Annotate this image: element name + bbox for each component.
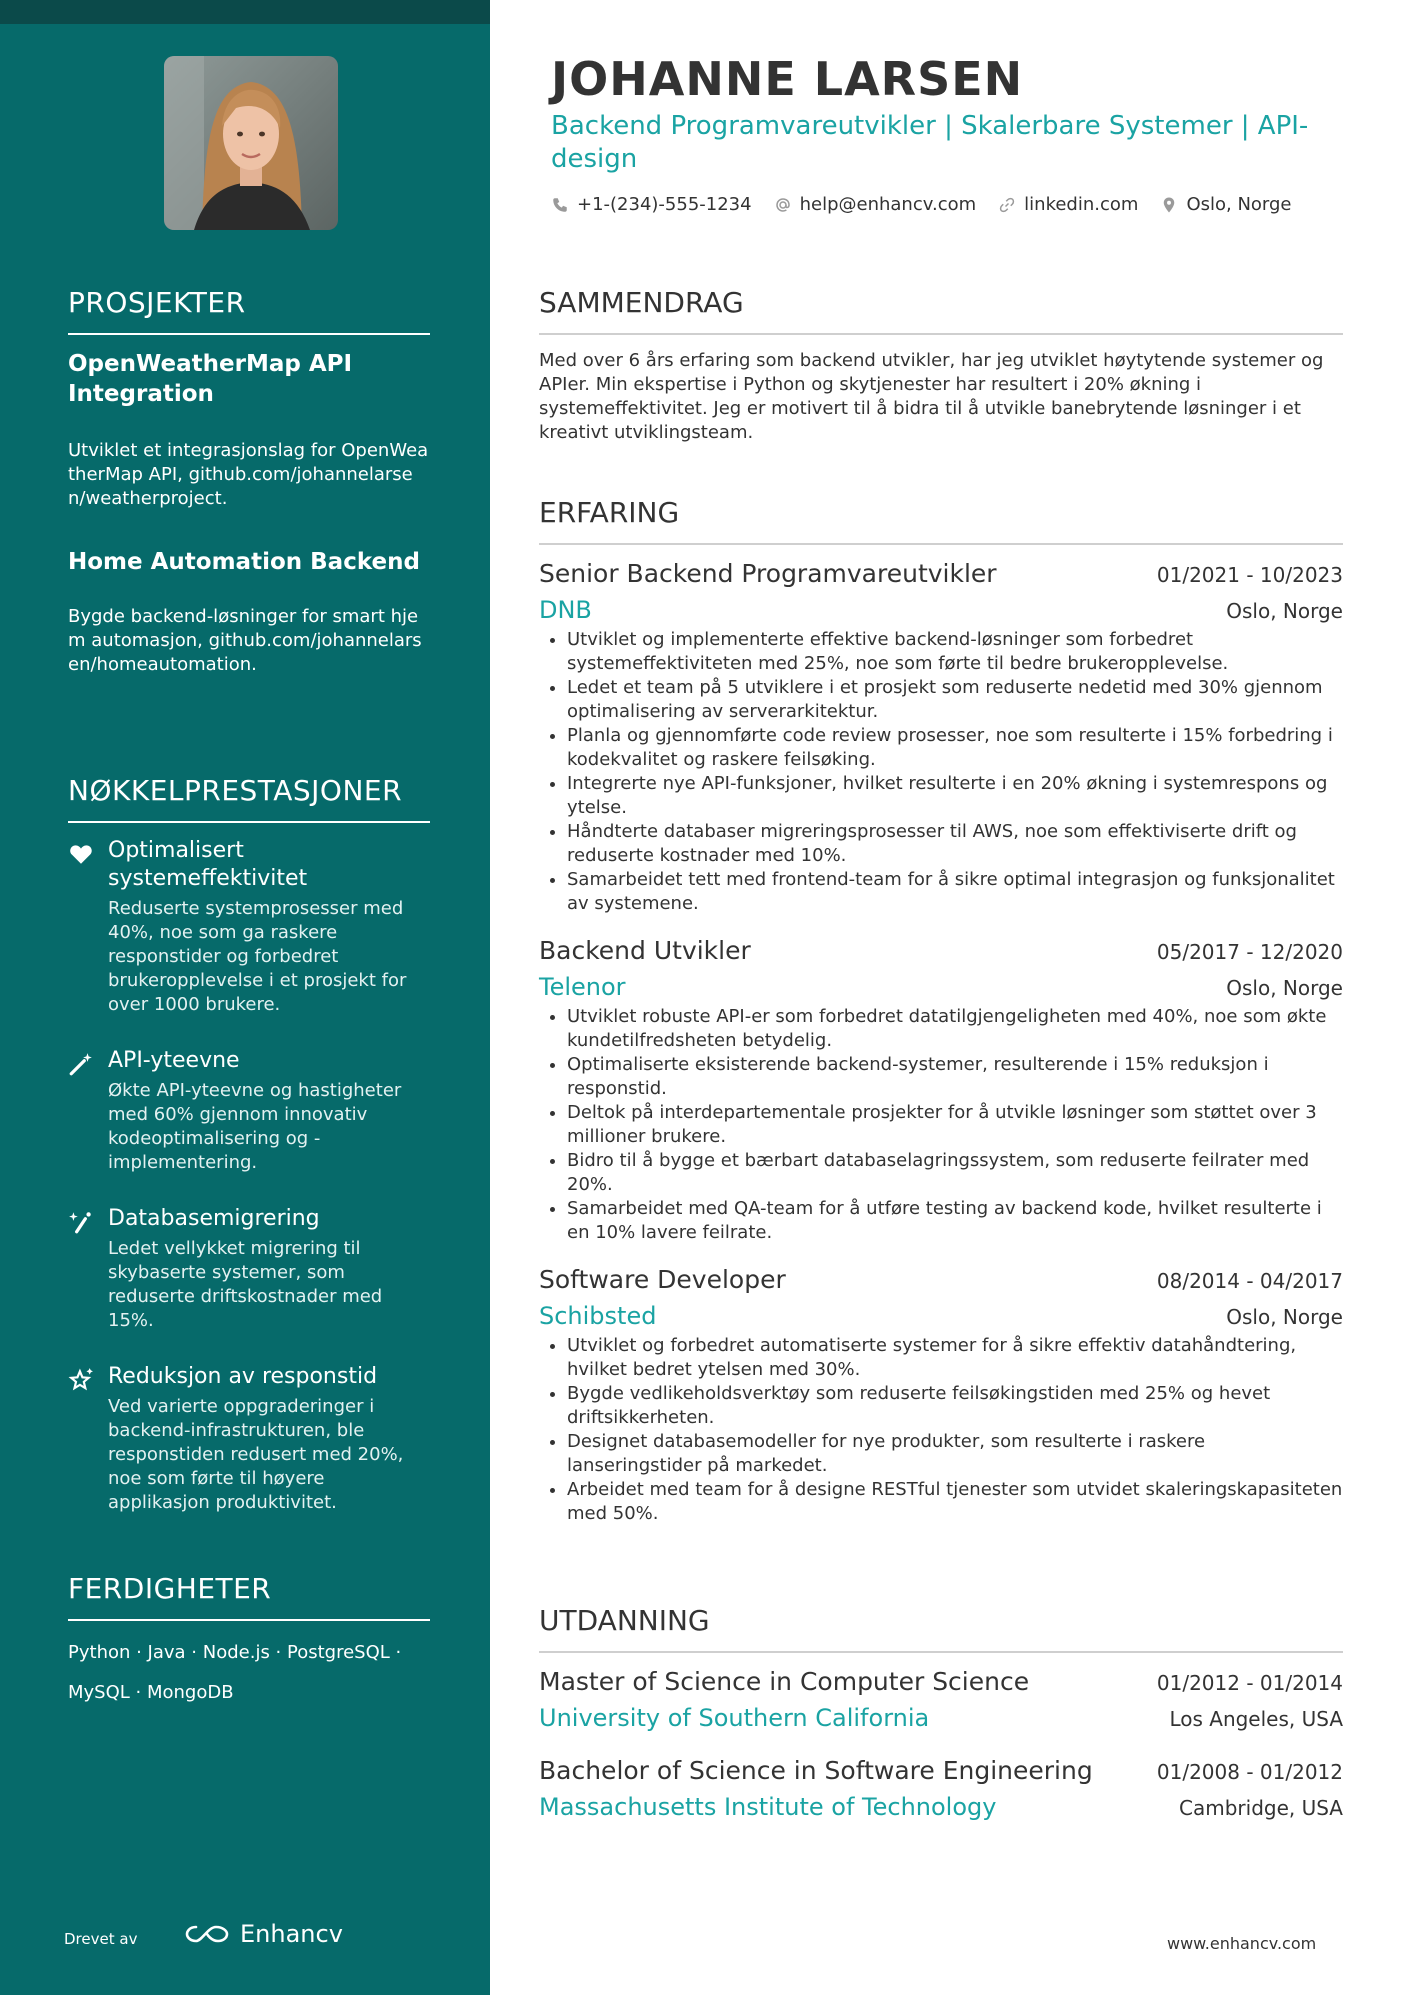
- infinity-logo-icon: [184, 1923, 230, 1945]
- link-icon: [998, 196, 1016, 214]
- contact-location: [1160, 194, 1291, 215]
- candidate-name: JOHANNE LARSEN: [551, 52, 1024, 106]
- achievement-title: Databasemigrering: [108, 1206, 320, 1231]
- magic-wand-icon: [68, 1051, 94, 1077]
- achievements-section: [68, 774, 430, 1545]
- job-bullet: • Ledet et team på 5 utviklere i et prosjekt som reduserte nedetid med 30% gjennom optimalisering av serverarkitektur.: [567, 676, 1343, 724]
- skills-heading: FERDIGHETER: [68, 1572, 430, 1621]
- job-location: Oslo, Norge: [1226, 976, 1343, 1000]
- contact-text: linkedin.com: [1024, 194, 1139, 215]
- job-bullet: • Samarbeidet med QA-team for å utføre testing av backend kode, hvilket resulterte i en 10% lavere feilrate.: [567, 1197, 1343, 1245]
- contact-email[interactable]: [774, 194, 977, 215]
- contact-text: Oslo, Norge: [1186, 194, 1292, 215]
- summary-text: Med over 6 års erfaring som backend utvikler, har jeg utviklet høytytende systemer og APIer. Min ekspertise i Python og skytjenester har resultert i 20% økning i systemeffektivitet. Jeg er motivert til å bidra til å utvikle banebrytende løsninger i et kreativt utviklingsteam.: [539, 350, 1324, 443]
- experience-heading: ERFARING: [539, 496, 1343, 545]
- job-entry: [539, 1265, 1343, 1526]
- projects-section: [68, 286, 430, 703]
- job-dates: 08/2014 - 04/2017: [1156, 1269, 1343, 1293]
- achievement-description: Økte API-yteevne og hastigheter med 60% gjennom innovativ kodeoptimalisering og -implementering.: [108, 1080, 402, 1173]
- job-bullet: • Utviklet og implementerte effektive backend-løsninger som forbedret systemeffektiviteten med 25%, noe som førte til bedre brukeropplevelse.: [567, 628, 1343, 676]
- job-bullet: • Håndterte databaser migreringsprosesser til AWS, noe som effektiviserte drift og reduserte kostnader med 10%.: [567, 820, 1343, 868]
- candidate-tagline: Backend Programvareutvikler | Skalerbare Systemer | API-design: [551, 111, 1309, 174]
- achievement-description: Reduserte systemprosesser med 40%, noe som ga raskere responstider og forbedret brukeropplevelse i et prosjekt for over 1000 brukere.: [108, 898, 407, 1015]
- profile-photo: [164, 56, 338, 230]
- achievement-item: [68, 1047, 430, 1175]
- job-title: Software Developer: [539, 1265, 786, 1294]
- achievement-title: Optimalisert systemeffektivitet: [108, 838, 308, 891]
- job-bullet: • Integrerte nye API-funksjoner, hvilket resulterte i en 20% økning i systemrespons og ytelse.: [567, 772, 1343, 820]
- skills-line: MySQL · MongoDB: [68, 1682, 234, 1703]
- skills-section: [68, 1572, 430, 1713]
- contact-phone[interactable]: [551, 194, 752, 215]
- projects-heading: PROSJEKTER: [68, 286, 430, 335]
- education-heading: UTDANNING: [539, 1604, 1343, 1653]
- achievement-title: API-yteevne: [108, 1048, 240, 1073]
- achievement-title: Reduksjon av responstid: [108, 1364, 378, 1389]
- sidebar: [0, 0, 490, 1995]
- job-location: Oslo, Norge: [1226, 599, 1343, 623]
- job-location: Oslo, Norge: [1226, 1305, 1343, 1329]
- project-description: Bygde backend-løsninger for smart hjem automasjon, github.com/johannelarsen/homeautomation.: [68, 606, 422, 675]
- heart-icon: [68, 841, 94, 867]
- at-icon: [774, 196, 792, 214]
- contact-linkedin[interactable]: [998, 194, 1138, 215]
- job-bullet: • Utviklet og forbedret automatiserte systemer for å sikre effektiv datahåndtering, hvilket bedret ytelsen med 30%.: [567, 1334, 1343, 1382]
- phone-icon: [551, 196, 569, 214]
- education-entry: [539, 1667, 1343, 1732]
- job-bullet: • Bygde vedlikeholdsverktøy som reduserte feilsøkingstiden med 25% og hevet driftsikkerheten.: [567, 1382, 1343, 1430]
- job-bullet: • Planla og gjennomførte code review prosesser, noe som resulterte i 15% forbedring i kodekvalitet og raskere feilsøking.: [567, 724, 1343, 772]
- education-entry: [539, 1756, 1343, 1821]
- achievement-item: [68, 837, 430, 1017]
- sidebar-top-band: [0, 0, 490, 24]
- education-location: Cambridge, USA: [1179, 1796, 1343, 1820]
- contact-list: [551, 194, 1331, 215]
- school-name: University of Southern California: [539, 1704, 930, 1732]
- company-name: Telenor: [539, 973, 626, 1001]
- job-entry: [539, 936, 1343, 1245]
- education-dates: 01/2012 - 01/2014: [1156, 1671, 1343, 1695]
- project-title: OpenWeatherMap API Integration: [68, 351, 353, 407]
- footer-url[interactable]: www.enhancv.com: [1167, 1934, 1317, 1953]
- company-name: Schibsted: [539, 1302, 657, 1330]
- experience-section: [539, 496, 1343, 1526]
- job-dates: 01/2021 - 10/2023: [1156, 563, 1343, 587]
- summary-section: [539, 286, 1343, 445]
- contact-text: +1-(234)-555-1234: [577, 194, 752, 215]
- education-section: [539, 1604, 1343, 1821]
- education-location: Los Angeles, USA: [1169, 1707, 1343, 1731]
- brand-logo[interactable]: [184, 1920, 343, 1948]
- school-name: Massachusetts Institute of Technology: [539, 1793, 997, 1821]
- location-icon: [1160, 196, 1178, 214]
- achievement-description: Ved varierte oppgraderinger i backend-infrastrukturen, ble responstiden redusert med 20%, noe som førte til høyere applikasjon produktivitet.: [108, 1396, 404, 1513]
- summary-heading: SAMMENDRAG: [539, 286, 1343, 335]
- achievement-item: [68, 1205, 430, 1333]
- job-bullet: • Designet databasemodeller for nye produkter, som resulterte i raskere lanseringstider på markedet.: [567, 1430, 1343, 1478]
- company-name: DNB: [539, 596, 592, 624]
- degree-title: Bachelor of Science in Software Engineering: [539, 1756, 1093, 1785]
- job-bullet: • Deltok på interdepartementale prosjekter for å utvikle løsninger som støttet over 3 millioner brukere.: [567, 1101, 1343, 1149]
- job-title: Backend Utvikler: [539, 936, 751, 965]
- degree-title: Master of Science in Computer Science: [539, 1667, 1030, 1696]
- education-dates: 01/2008 - 01/2012: [1156, 1760, 1343, 1784]
- brand-name: Enhancv: [240, 1920, 343, 1948]
- contact-text: help@enhancv.com: [799, 194, 977, 215]
- skills-list: [68, 1633, 430, 1713]
- job-bullets: [539, 628, 1343, 916]
- project-description: Utviklet et integrasjonslag for OpenWeatherMap API, github.com/johannelarsen/weatherproject.: [68, 440, 429, 509]
- job-entry: [539, 559, 1343, 916]
- job-bullets: [539, 1334, 1343, 1526]
- project-title: Home Automation Backend: [68, 549, 420, 575]
- job-bullet: • Bidro til å bygge et bærbart databaselagringssystem, som reduserte feilrater med 20%.: [567, 1149, 1343, 1197]
- job-dates: 05/2017 - 12/2020: [1156, 940, 1343, 964]
- job-bullet: • Samarbeidet tett med frontend-team for å sikre optimal integrasjon og funksjonalitet av systemene.: [567, 868, 1343, 916]
- job-bullets: [539, 1005, 1343, 1245]
- skills-line: Python · Java · Node.js · PostgreSQL ·: [68, 1642, 402, 1663]
- job-title: Senior Backend Programvareutvikler: [539, 559, 997, 588]
- job-bullet: • Optimaliserte eksisterende backend-systemer, resulterende i 15% reduksjon i responstid.: [567, 1053, 1343, 1101]
- achievement-item: [68, 1363, 430, 1515]
- job-bullet: • Arbeidet med team for å designe RESTful tjenester som utvidet skaleringskapasiteten med 50%.: [567, 1478, 1343, 1526]
- magic-wand-sparkle-icon: [68, 1209, 94, 1235]
- achievements-heading: NØKKELPRESTASJONER: [68, 774, 430, 823]
- powered-by-label: Drevet av: [64, 1930, 138, 1948]
- job-bullet: • Utviklet robuste API-er som forbedret datatilgjengeligheten med 40%, noe som økte kundetilfredsheten betydelig.: [567, 1005, 1343, 1053]
- achievement-description: Ledet vellykket migrering til skybaserte systemer, som reduserte driftskostnader med 15%.: [108, 1238, 383, 1331]
- star-sparkle-icon: [68, 1367, 94, 1393]
